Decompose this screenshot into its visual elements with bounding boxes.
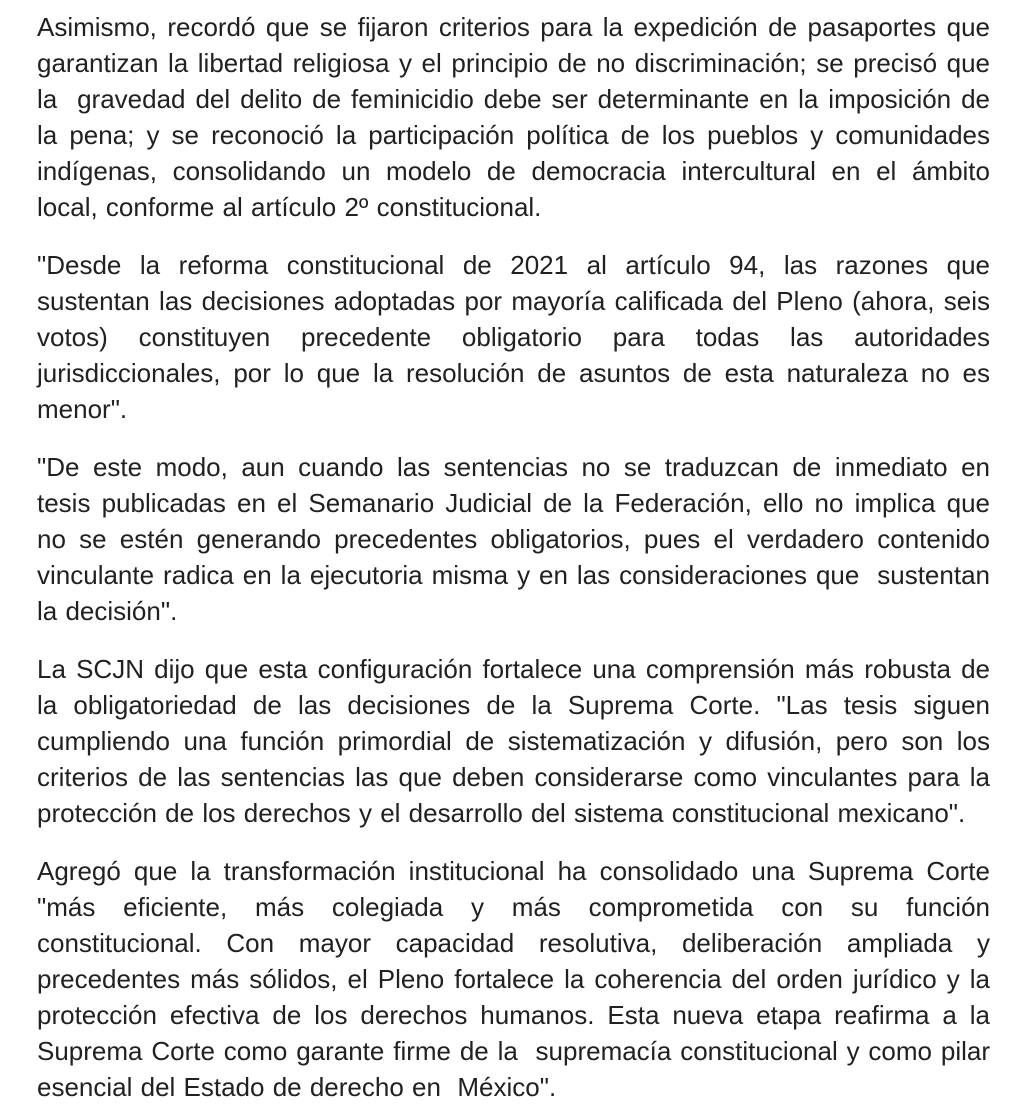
paragraph-scjn-obligatoriedad: La SCJN dijo que esta configuración fortalece una comprensión más robusta de la obligatoriedad de las decisiones de la Suprema Corte. "Las tesis siguen cumpliendo una función primordial de sistematización y difusión, pero son los criterios de las sentencias las que deben considerarse como vinculantes para la protección de los derechos y el desarrollo del sistema constitucional mexicano". [37, 654, 999, 828]
paragraph-transformacion-institucional: Agregó que la transformación institucional ha consolidado una Suprema Corte "más eficiente, más colegiada y más comprometida con su función constitucional. Con mayor capacidad resolutiva, deliberación ampliada y precedentes más sólidos, el Pleno fortalece la coherencia del orden jurídico y la protección efectiva de los derechos humanos. Esta nueva etapa reafirma a la Suprema Corte como garante firme de la supremacía constitucional y como pilar esencial del Estado de derecho en México". [37, 856, 1007, 1102]
paragraph-reforma-2021: "Desde la reforma constitucional de 2021 al artículo 94, las razones que sustentan las decisiones adoptadas por mayoría calificada del Pleno (ahora, seis votos) constituyen precedente obligatorio para todas las autoridades jurisdiccionales, por lo que la resolución de asuntos de esta naturaleza no es menor". [37, 250, 999, 424]
paragraph-criterios-pasaportes: Asimismo, recordó que se fijaron criterios para la expedición de pasaportes que garantizan la libertad religiosa y el principio de no discriminación; se precisó que la gravedad del delito de feminicidio debe ser determinante en la imposición de la pena; y se reconoció la participación política de los pueblos y comunidades indígenas, consolidando un modelo de democracia intercultural en el ámbito local, conforme al artículo 2º constitucional. [37, 12, 1007, 222]
paragraph-sentencias-tesis: "De este modo, aun cuando las sentencias no se traduzcan de inmediato en tesis publicadas en el Semanario Judicial de la Federación, ello no implica que no se estén generando precedentes obligatorios, pues el verdadero contenido vinculante radica en la ejecutoria misma y en las consideraciones que sustentan la decisión". [37, 452, 1007, 626]
